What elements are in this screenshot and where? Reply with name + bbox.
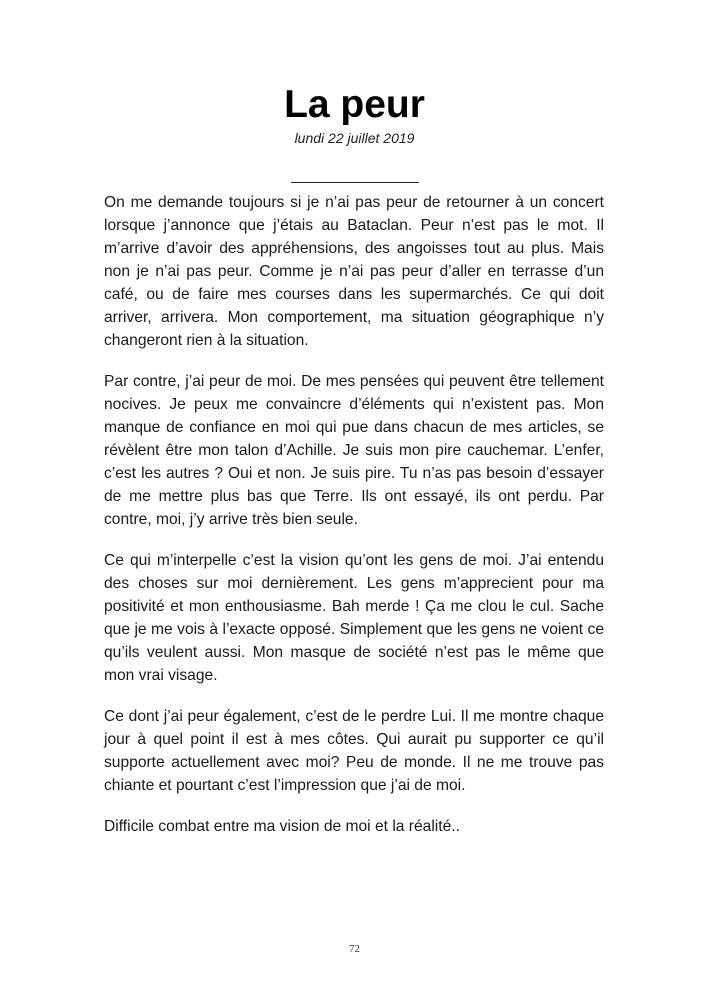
title-separator: ________________ (291, 167, 418, 184)
article-body (104, 191, 604, 856)
paragraph-2: Par contre, j’ai peur de moi. De mes pensées qui peuvent être tellement nocives. Je peux me convaincre d’éléments qui n’existent pas. Mon manque de confiance en moi qui pue dans chacun de mes articles, se révèlent être mon talon d’Achille. Je suis mon pire cauchemar. L’enfer, c’est les autres ? Oui et non. Je suis pire. Tu n’as pas besoin d’essayer de me mettre plus bas que Terre. Ils ont essayé, ils ont perdu. Par contre, moi, j’y arrive très bien seule. (104, 373, 604, 528)
page-number: 72 (349, 943, 360, 955)
article-date: lundi 22 juillet 2019 (294, 130, 415, 146)
paragraph-1: On me demande toujours si je n’ai pas peur de retourner à un concert lorsque j’annonce que j’étais au Bataclan. Peur n’est pas le mot. Il m’arrive d’avoir des appréhensions, des angoisses tout au plus. Mais non je n’ai pas peur. Comme je n’ai pas peur d’aller en terrasse d’un café, ou de faire mes courses dans les supermarchés. Ce qui doit arriver, arrivera. Mon comportement, ma situation géographique n’y changeront rien à la situation. (104, 194, 604, 349)
page-title: La peur (284, 83, 425, 126)
paragraph-5: Difficile combat entre ma vision de moi et la réalité.. (104, 818, 460, 835)
paragraph-3: Ce qui m’interpelle c’est la vision qu’ont les gens de moi. J’ai entendu des choses sur moi dernièrement. Les gens m’apprecient pour ma positivité et mon enthousiasme. Bah merde ! Ça me clou le cul. Sache que je me vois à l’exacte opposé. Simplement que les gens ne voient ce qu’ils veulent aussi. Mon masque de société n’est pas le même que mon vrai visage. (104, 552, 604, 684)
paragraph-4: Ce dont j’ai peur également, c’est de le perdre Lui. Il me montre chaque jour à quel point il est à mes côtes. Qui aurait pu supporter ce qu’il supporte actuellement avec moi? Peu de monde. Il ne me trouve pas chiante et pourtant c’est l’impression que j’ai de moi. (104, 708, 604, 794)
